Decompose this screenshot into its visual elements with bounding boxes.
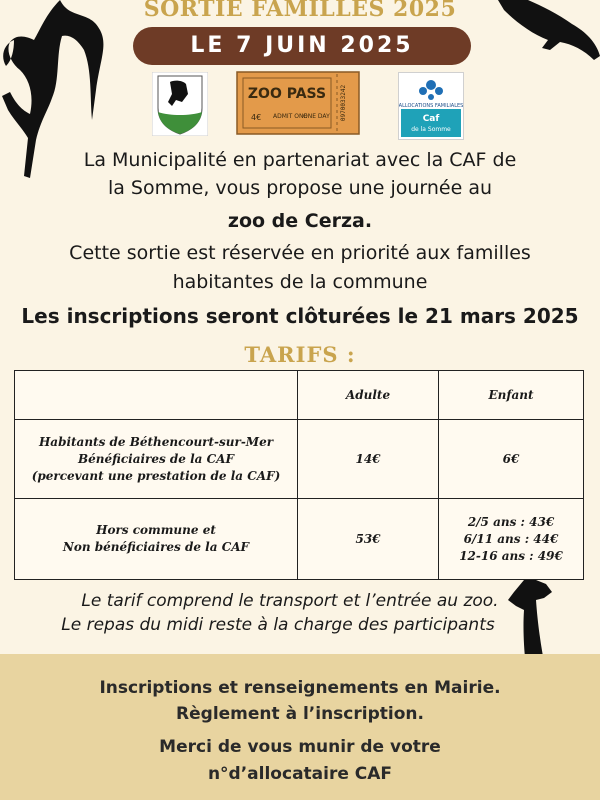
intro-line-3: zoo de Cerza.: [227, 210, 373, 232]
child-price-line: 2/5 ans : 43€: [467, 514, 555, 529]
footer-line-4: n°d’allocataire CAF: [207, 764, 393, 784]
ticket-price: 4€: [251, 113, 262, 122]
row-label-line: Bénéficiaires de la CAF: [77, 451, 235, 466]
intro-line-1: La Municipalité en partenariat avec la CAF de: [83, 149, 517, 171]
row-label-line: (percevant une prestation de la CAF): [31, 468, 281, 483]
row-label: [15, 499, 298, 580]
table-row: [15, 499, 584, 580]
child-price-line: 12-16 ans : 49€: [459, 548, 563, 563]
table-header-row: [15, 371, 584, 420]
table-row: [15, 420, 584, 499]
ticket-title: ZOO PASS: [247, 86, 327, 102]
caf-line2: Caf: [422, 114, 440, 124]
row-label-line: Non bénéficiaires de la CAF: [62, 540, 250, 554]
adult-price: 53€: [298, 499, 439, 580]
footer-line-1: Inscriptions et renseignements en Mairie.: [99, 678, 501, 698]
child-price-line: 6/11 ans : 44€: [463, 531, 559, 546]
event-title: SORTIE FAMILLES 2025: [143, 0, 457, 22]
row-label-line: Habitants de Béthencourt-sur-Mer: [38, 434, 274, 449]
caf-logo: [398, 72, 464, 140]
note-transport: Le tarif comprend le transport et l’entrée au zoo.: [81, 591, 499, 611]
table-header-empty: [15, 371, 298, 420]
footer-line-2: Règlement à l’inscription.: [176, 704, 424, 724]
date-banner: LE 7 JUIN 2025: [133, 27, 471, 65]
ticket-day: ONE DAY: [303, 113, 330, 120]
row-label-line: Hors commune et: [96, 523, 216, 537]
footer-line-3: Merci de vous munir de votre: [159, 737, 441, 757]
intro-line-5: habitantes de la commune: [172, 271, 428, 293]
coat-of-arms-logo: [152, 72, 208, 136]
zoo-pass-ticket-logo: [233, 70, 363, 136]
intro-line-2: la Somme, vous propose une journée au: [107, 177, 493, 199]
pricing-table: [14, 370, 584, 580]
adult-price: 14€: [298, 420, 439, 499]
row-label: [15, 420, 298, 499]
child-price: [439, 420, 584, 499]
note-lunch: Le repas du midi reste à la charge des participants: [61, 615, 495, 635]
table-header-adult: Adulte: [298, 371, 439, 420]
ticket-admit: ADMIT ONE: [273, 113, 308, 120]
intro-line-4: Cette sortie est réservée en priorité aux familles: [69, 242, 531, 264]
registration-deadline: Les inscriptions seront clôturées le 21 mars 2025: [21, 304, 579, 328]
tarifs-heading: TARIFS :: [244, 342, 356, 367]
table-header-child: Enfant: [439, 371, 584, 420]
child-price: [439, 499, 584, 580]
caf-line3: de la Somme: [411, 126, 451, 133]
ticket-number: 0970033242: [340, 84, 347, 122]
child-price-line: 6€: [502, 451, 520, 466]
caf-line1: ALLOCATIONS FAMILIALES: [399, 103, 463, 109]
